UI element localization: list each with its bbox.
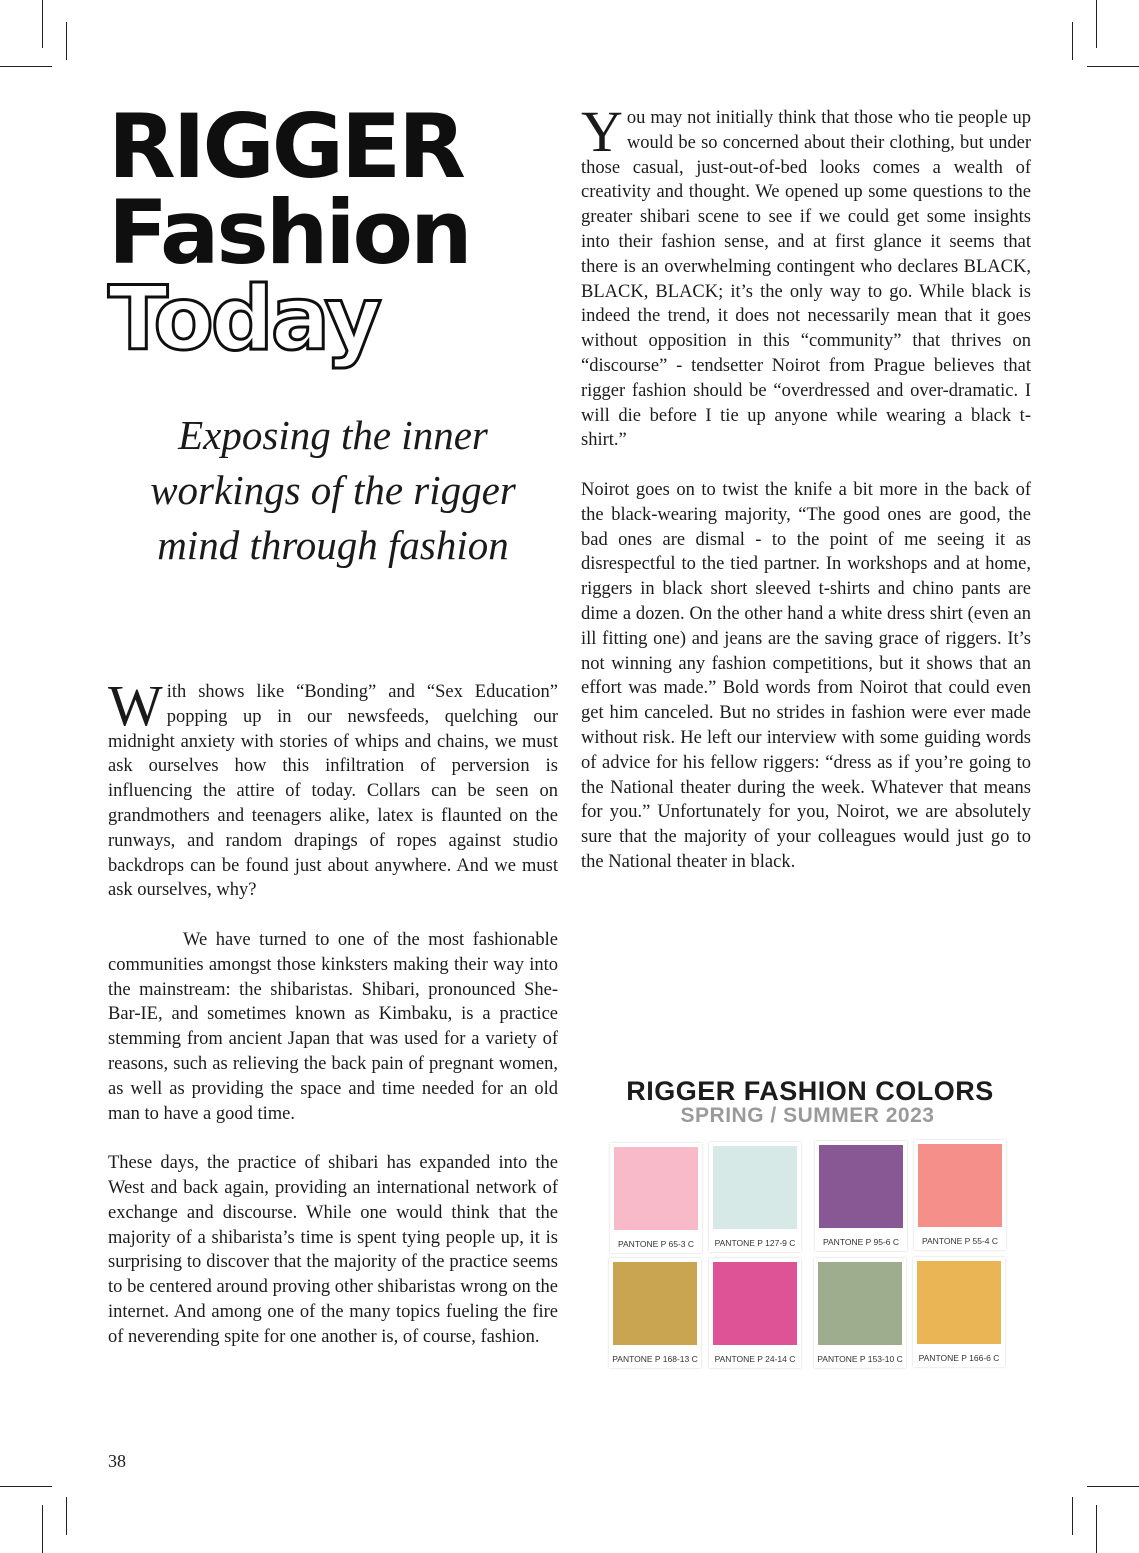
swatch-color — [918, 1144, 1002, 1227]
crop-mark — [1087, 66, 1139, 67]
crop-mark — [1072, 22, 1073, 60]
subtitle: Exposing the inner workings of the rigger mind through fashion — [150, 412, 516, 568]
article-column-left — [108, 673, 558, 1350]
article-paragraph — [581, 99, 1031, 453]
swatch-color — [819, 1145, 903, 1228]
swatch-color — [713, 1146, 797, 1229]
swatch-label: PANTONE P 168-13 C — [612, 1354, 698, 1364]
color-swatch — [610, 1143, 702, 1253]
title-line-2: Fashion — [108, 181, 470, 284]
color-swatch — [914, 1140, 1006, 1250]
article-paragraph: We have turned to one of the most fashionable communities amongst those kinksters making their way into the mainstream: the shibaristas. Shibari, pronounced She-Bar-IE, and sometimes known as Kimbaku, is a practice stemming from ancient Japan that was used for a variety of reasons, such as relieving the back pain of pregnant women, as well as providing the space and time needed for an old man to have a good time. — [108, 929, 558, 1124]
crop-mark — [1096, 0, 1097, 48]
color-swatch — [815, 1141, 907, 1251]
paragraph-text: ou may not initially think that those who tie people up would be so concerned about their clothing, but under those casual, just-out-of-bed looks comes a wealth of creativity and thought. We opened up some questions to the greater shibari scene to see if we could get some insights into their fashion sense, and at first glance it seems that there is an overwhelming contingent who declares BLACK, BLACK, BLACK; it’s the only way to go. While black is indeed the trend, it does not necessarily mean that it goes without opposition in this “community” that thrives on “discourse” - tendsetter Noirot from Prague believes that rigger fashion should be “overdressed and over-dramatic. I will die before I tie up anyone while wearing a black t-shirt.” — [581, 108, 1031, 451]
swatch-label: PANTONE P 24-14 C — [714, 1354, 796, 1364]
crop-mark — [1087, 1486, 1139, 1487]
crop-mark — [42, 1505, 43, 1553]
swatch-label: PANTONE P 127-9 C — [714, 1238, 796, 1248]
swatch-color — [818, 1262, 902, 1345]
swatch-label: PANTONE P 55-4 C — [921, 1236, 999, 1246]
paragraph-text: ith shows like “Bonding” and “Sex Education” popping up in our newsfeeds, quelching our midnight anxiety with stories of whips and chains, we must ask ourselves how this infiltration of perversion is influencing the attire of today. Collars can be seen on grandmothers and teenagers alike, latex is flaunted on the runways, and random drapings of ropes against studio backdrops can be found just about anywhere. And we must ask ourselves, why? — [108, 682, 558, 901]
palette-title: RIGGER FASHION COLORS — [626, 1076, 994, 1106]
color-swatch — [709, 1258, 801, 1368]
swatch-label: PANTONE P 153-10 C — [817, 1354, 903, 1364]
page-title — [108, 95, 578, 370]
swatch-label: PANTONE P 65-3 C — [617, 1239, 695, 1249]
drop-cap: Y — [581, 99, 623, 164]
swatch-label: PANTONE P 166-6 C — [918, 1353, 1000, 1363]
color-swatch — [709, 1142, 801, 1252]
swatch-color — [613, 1262, 697, 1345]
title-line-1: RIGGER — [108, 95, 463, 198]
article-paragraph: Noirot goes on to twist the knife a bit more in the back of the black-wearing majority, “The good ones are good, the bad ones are dismal - to the point of me seeing it as disrespectful to the tied partner. In workshops and at home, riggers in black short sleeved t-shirts and chino pants are dime a dozen. On the other hand a white dress shirt (even an ill fitting one) and jeans are the saving grace of riggers. It’s not winning any fashion competitions, but it shows that an effort was made.” Bold words from Noirot that could even get him canceled. But no strides in fashion were ever made without risk. He left our interview with some guiding words of advice for his fellow riggers: “dress as if you’re going to the National theater during the week. Whatever that means for you.” Unfortunately for you, Noirot, we are absolutely sure that the majority of your colleagues would just go to the National theater in black. — [581, 479, 1031, 872]
article-column-right — [581, 99, 1031, 875]
swatch-color — [713, 1262, 797, 1345]
crop-mark — [1096, 1505, 1097, 1553]
page-number: 38 — [108, 1451, 126, 1471]
crop-mark — [42, 0, 43, 48]
swatch-color — [917, 1261, 1001, 1344]
swatch-label: PANTONE P 95-6 C — [822, 1237, 900, 1247]
crop-mark — [0, 1486, 52, 1487]
color-swatch — [913, 1257, 1005, 1367]
color-swatch — [609, 1258, 701, 1368]
title-line-3: Today — [108, 267, 379, 370]
crop-mark — [0, 66, 52, 67]
color-swatch — [814, 1258, 906, 1368]
crop-mark — [66, 22, 67, 60]
article-paragraph: These days, the practice of shibari has expanded into the West and back again, providing an international network of exchange and discourse. While one would think that the majority of a shibarista’s time is spent tying people up, it is surprising to discover that the majority of the practice seems to be centered around proving other shibaristas wrong on the internet. And among one of the many topics fueling the fire of neverending spite for one another is, of course, fashion. — [108, 1153, 558, 1347]
crop-mark — [1072, 1497, 1073, 1535]
palette-subtitle: SPRING / SUMMER 2023 — [680, 1104, 935, 1127]
article-paragraph — [108, 673, 558, 903]
swatch-color — [614, 1147, 698, 1230]
drop-cap: W — [108, 673, 163, 738]
crop-mark — [66, 1497, 67, 1535]
